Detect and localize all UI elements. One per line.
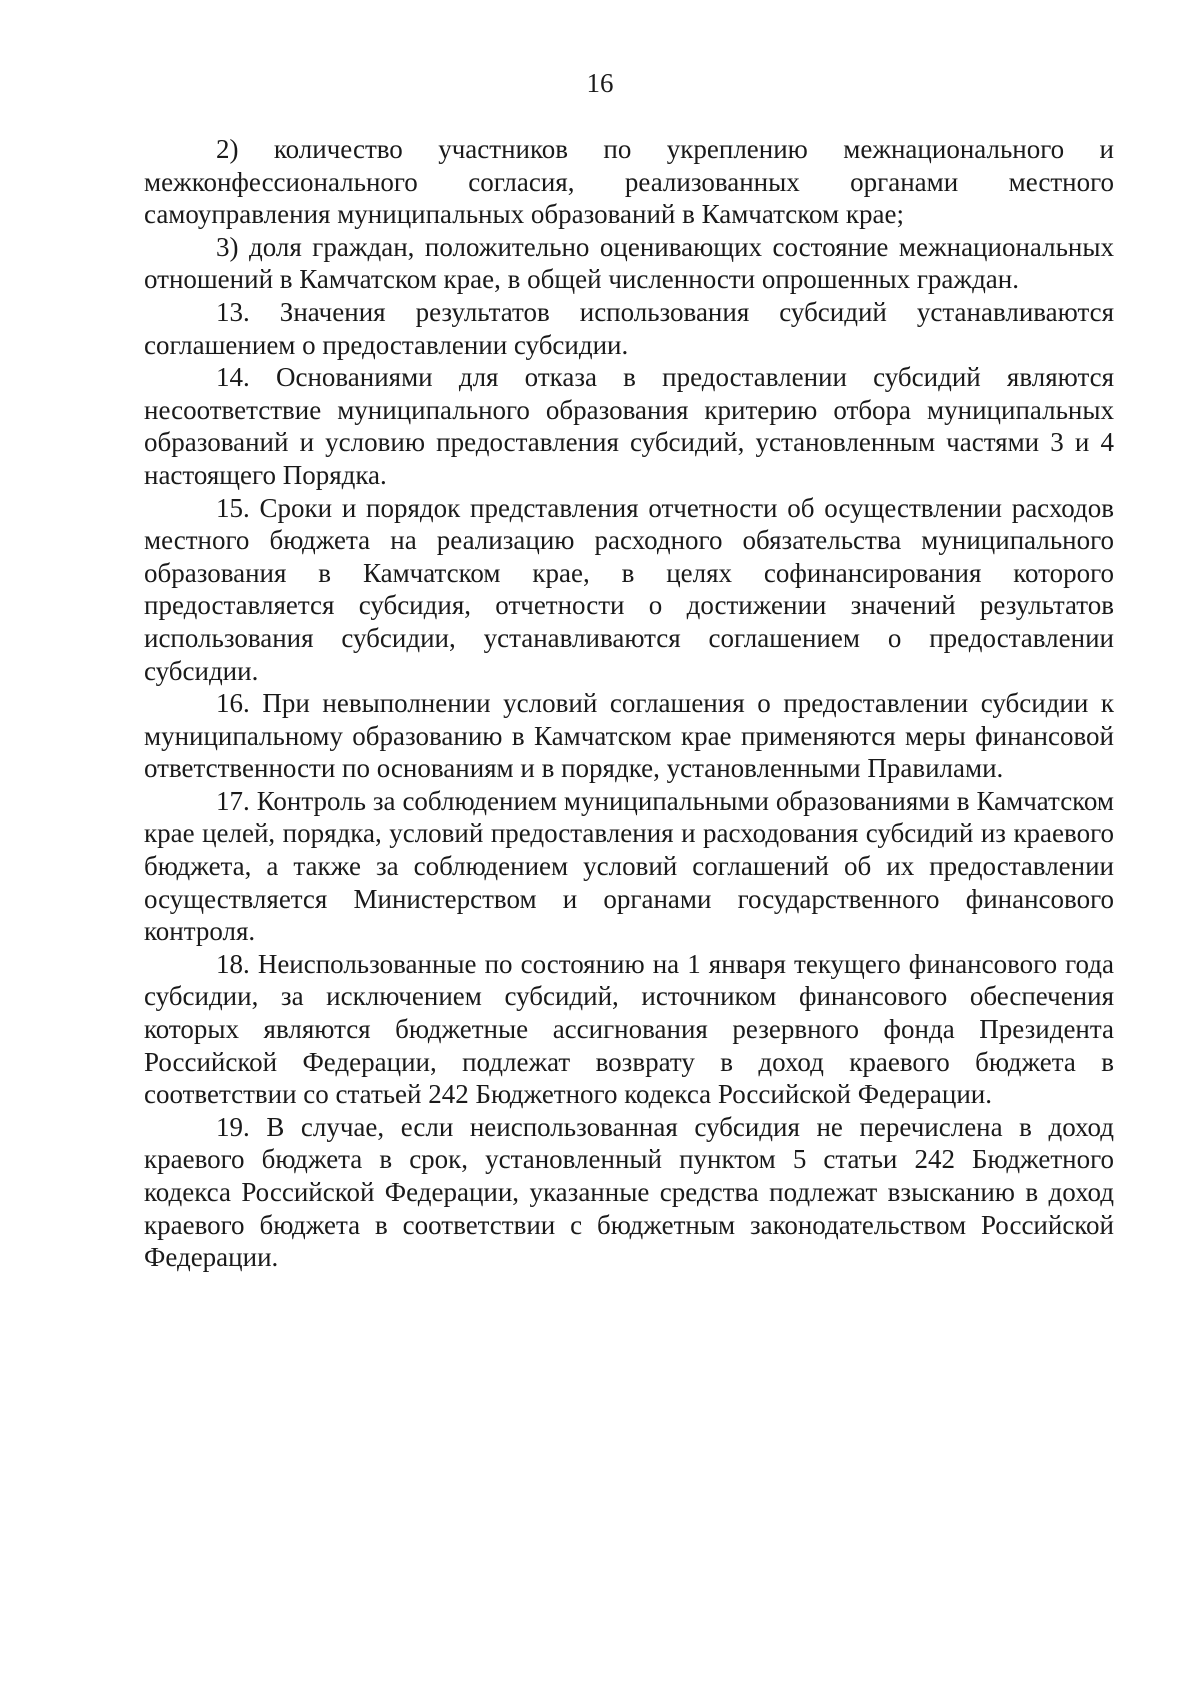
paragraph-17: 17. Контроль за соблюдением муниципальными образованиями в Камчатском крае целей, порядка, условий предоставления и расходования субсидий из краевого бюджета, а также за соблюдением условий соглашений об их предоставлении осуществляется Министерством и органами государственного финансового контроля. (144, 785, 1114, 947)
paragraph-16: 16. При невыполнении условий соглашения о предоставлении субсидии к муниципальному образованию в Камчатском крае применяются меры финансовой ответственности по основаниям и в порядке, установленными Правилами. (144, 688, 1114, 784)
page-number: 16 (586, 68, 614, 98)
paragraph-item-2: 2) количество участников по укреплению межнационального и межконфессионального согласия, реализованных органами местного самоуправления муниципальных образований в Камчатском крае; (144, 134, 1114, 230)
paragraph-19: 19. В случае, если неиспользованная субсидия не перечислена в доход краевого бюджета в срок, установленный пунктом 5 статьи 242 Бюджетного кодекса Российской Федерации, указанные средства подлежат взысканию в доход краевого бюджета в соответствии с бюджетным законодательством Российской Федерации. (144, 1111, 1114, 1273)
paragraph-15: 15. Сроки и порядок представления отчетности об осуществлении расходов местного бюджета на реализацию расходного обязательства муниципального образования в Камчатском крае, в целях софинансирования которого предоставляется субсидия, отчетности о достижении значений результатов использования субсидии, устанавливаются соглашением о предоставлении субсидии. (144, 492, 1114, 686)
paragraph-13: 13. Значения результатов использования субсидий устанавливаются соглашением о предоставлении субсидии. (144, 296, 1114, 360)
paragraph-item-3: 3) доля граждан, положительно оценивающих состояние межнациональных отношений в Камчатском крае, в общей численности опрошенных граждан. (144, 231, 1114, 295)
paragraph-18: 18. Неиспользованные по состоянию на 1 января текущего финансового года субсидии, за исключением субсидий, источником финансового обеспечения которых являются бюджетные ассигнования резервного фонда Президента Российской Федерации, подлежат возврату в доход краевого бюджета в соответствии со статьей 242 Бюджетного кодекса Российской Федерации. (144, 948, 1114, 1110)
document-body (144, 133, 1114, 1274)
paragraph-14: 14. Основаниями для отказа в предоставлении субсидий являются несоответствие муниципального образования критерию отбора муниципальных образований и условию предоставления субсидий, установленным частями 3 и 4 настоящего Порядка. (144, 362, 1114, 490)
